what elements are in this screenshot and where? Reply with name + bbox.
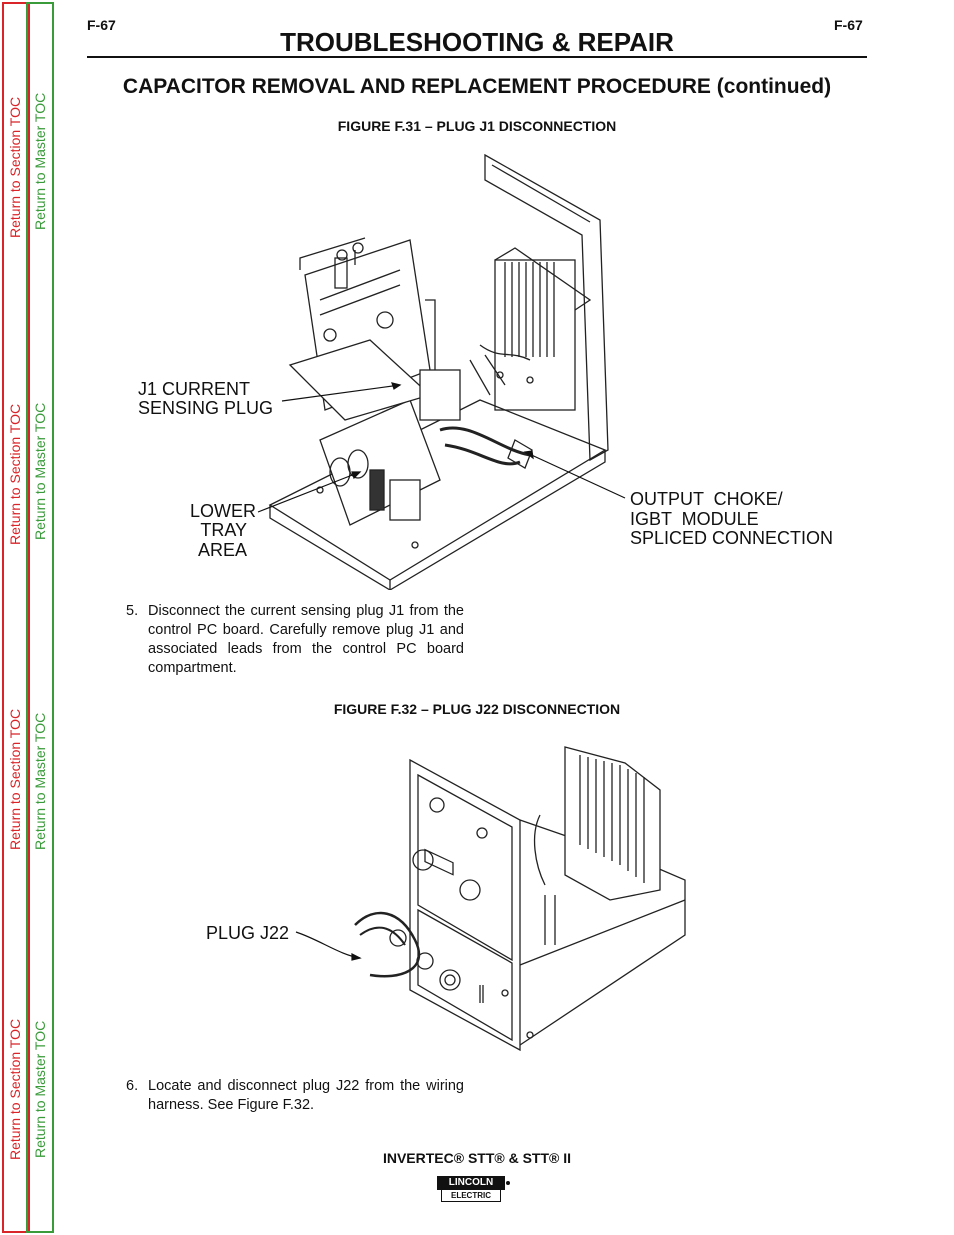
return-section-toc-link[interactable]: Return to Section TOC xyxy=(7,708,23,850)
registered-mark-icon xyxy=(506,1181,510,1185)
figure-f31-caption: FIGURE F.31 – PLUG J1 DISCONNECTION xyxy=(337,118,617,134)
return-section-toc-link[interactable]: Return to Section TOC xyxy=(7,403,23,545)
return-section-toc-link[interactable]: Return to Section TOC xyxy=(7,96,23,238)
return-master-toc-link[interactable]: Return to Master TOC xyxy=(32,92,48,230)
figure-f32-caption: FIGURE F.32 – PLUG J22 DISCONNECTION xyxy=(333,701,621,717)
label-choke-line3: SPLICED CONNECTION xyxy=(630,528,834,548)
label-j1-line1: J1 CURRENT xyxy=(138,379,251,399)
lincoln-electric-logo xyxy=(437,1176,511,1204)
label-choke-line1: OUTPUT CHOKE/ xyxy=(630,489,783,509)
page-title: TROUBLESHOOTING & REPAIR xyxy=(280,27,674,57)
label-tray-line1: LOWER xyxy=(189,501,256,521)
return-master-toc-link[interactable]: Return to Master TOC xyxy=(32,402,48,540)
product-name: INVERTEC® STT® & STT® II xyxy=(382,1150,572,1166)
step-5-number: 5. xyxy=(126,603,139,619)
return-section-toc-link[interactable]: Return to Section TOC xyxy=(7,1018,23,1160)
page-number-left: F-67 xyxy=(87,17,116,33)
step-5-text: Disconnect the current sensing plug J1 from the control PC board. Carefully remove plug J1 and associated leads from the control PC board compartment. xyxy=(148,603,464,676)
label-choke-line2: IGBT MODULE xyxy=(630,509,759,529)
return-master-toc-link[interactable]: Return to Master TOC xyxy=(32,1020,48,1158)
step-6-text: Locate and disconnect plug J22 from the wiring harness. See Figure F.32. xyxy=(148,1078,464,1113)
step-6-number: 6. xyxy=(126,1078,139,1094)
label-tray-line2: TRAY xyxy=(200,520,247,540)
label-plug-j22: PLUG J22 xyxy=(206,923,290,943)
label-tray-line3: AREA xyxy=(197,540,247,560)
section-title: CAPACITOR REMOVAL AND REPLACEMENT PROCEDURE (continued) xyxy=(122,75,832,98)
logo-bottom: ELECTRIC xyxy=(441,1189,501,1202)
page-number-right: F-67 xyxy=(834,17,863,33)
return-master-toc-link[interactable]: Return to Master TOC xyxy=(32,712,48,850)
logo-top: LINCOLN xyxy=(437,1176,505,1190)
label-j1-line2: SENSING PLUG xyxy=(138,398,274,418)
